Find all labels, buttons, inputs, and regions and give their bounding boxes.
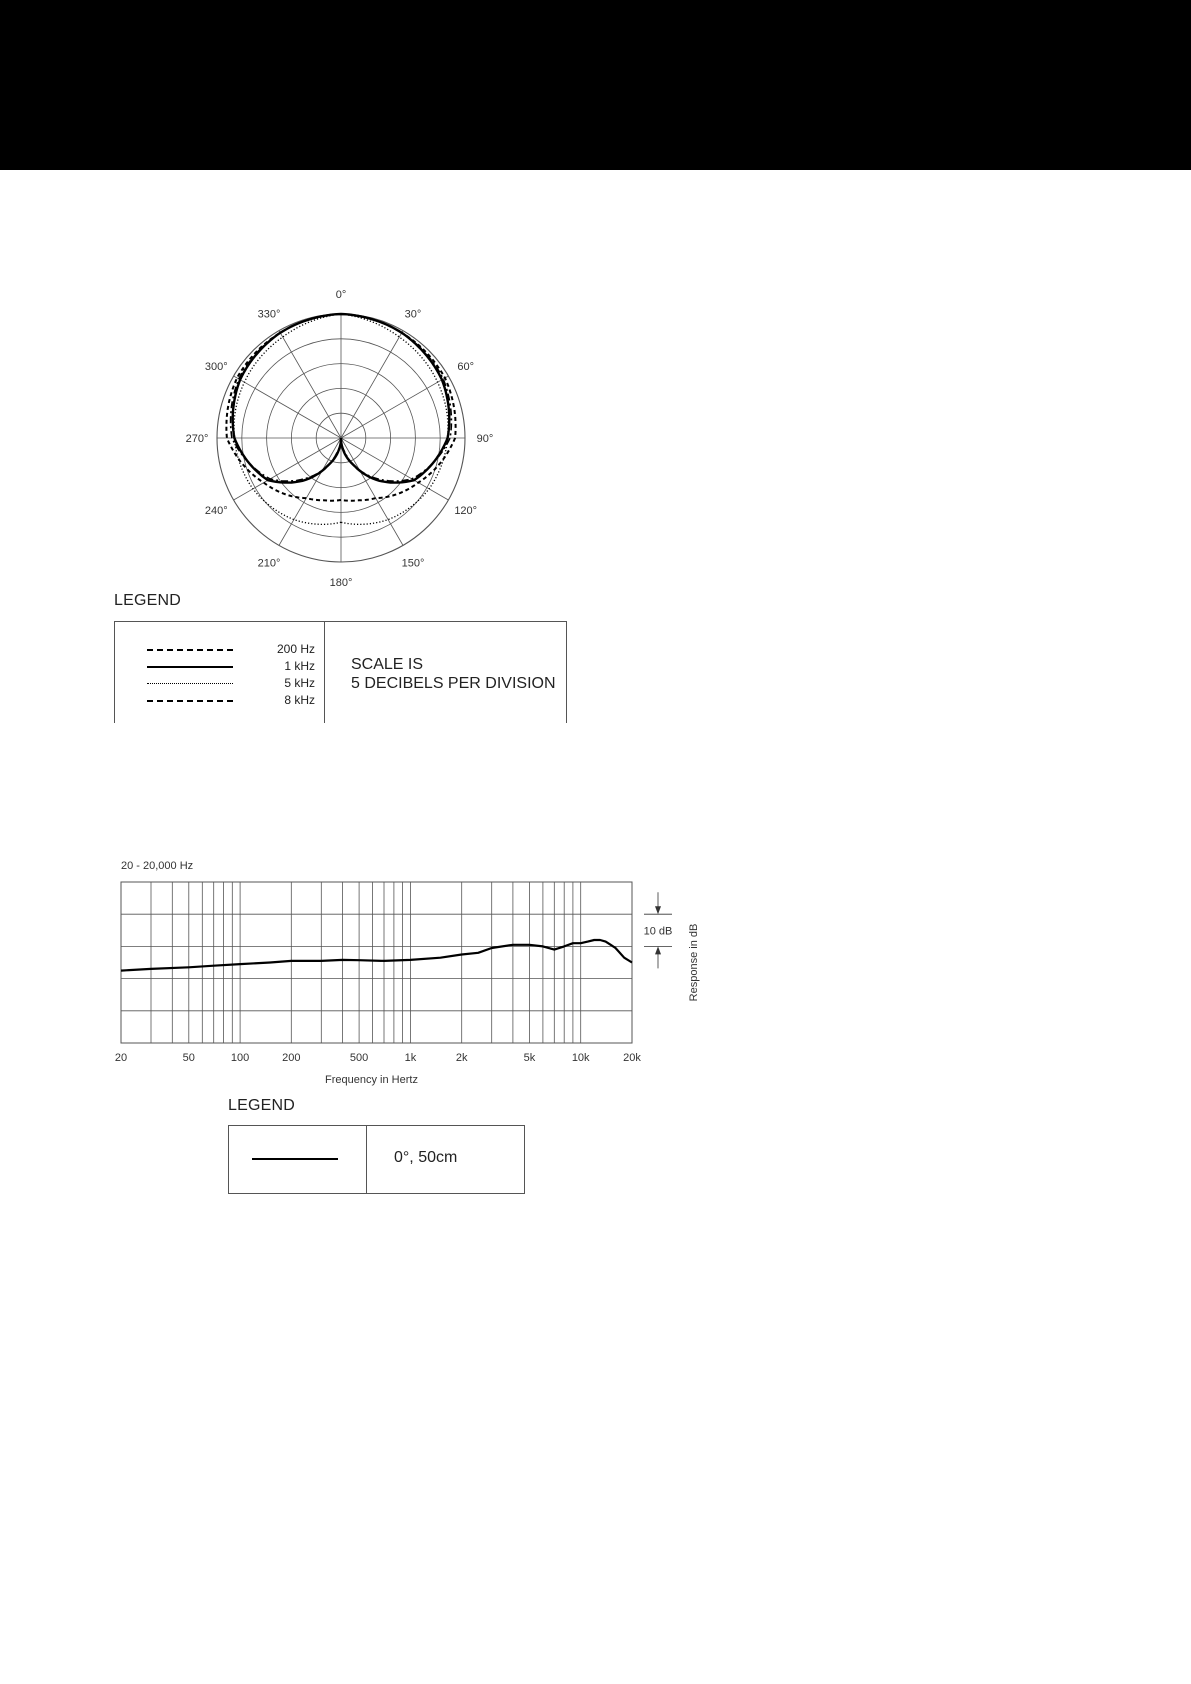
polar-angle-label: 120° xyxy=(454,505,478,517)
legend-row xyxy=(115,675,315,692)
polar-grid-spoke xyxy=(341,331,403,438)
fr-x-tick-label: 500 xyxy=(349,1052,369,1064)
polar-angle-label: 180° xyxy=(329,577,353,589)
polar-angle-label: 210° xyxy=(257,557,281,570)
fr-x-tick-label: 20 xyxy=(114,1052,128,1064)
fr-x-tick-label: 100 xyxy=(230,1052,250,1064)
scale-marker-arrowhead-top xyxy=(655,906,661,914)
legend-series-label: 8 kHz xyxy=(284,693,315,707)
legend-row xyxy=(115,641,315,658)
polar-angle-label: 30° xyxy=(404,308,422,321)
legend-row xyxy=(115,692,315,709)
fr-title: 20 - 20,000 Hz xyxy=(121,860,194,872)
legend-series-label: 1 kHz xyxy=(284,659,315,673)
scale-note-line: SCALE IS xyxy=(351,656,424,673)
legend-line-sample xyxy=(252,1158,338,1160)
fr-x-tick-label: 10k xyxy=(571,1052,590,1064)
legend-line-sample xyxy=(147,649,233,651)
fr-x-tick-label: 50 xyxy=(182,1052,195,1064)
polar-grid-spoke xyxy=(279,438,341,545)
polar-angle-label: 90° xyxy=(476,433,494,445)
polar-grid-spoke xyxy=(341,376,448,438)
fr-x-tick-label: 20k xyxy=(623,1052,641,1064)
fr-legend-title: LEGEND xyxy=(228,1097,295,1114)
polar-angle-label: 150° xyxy=(401,557,425,570)
fr-series-line xyxy=(121,940,632,971)
polar-grid-spoke xyxy=(341,438,403,545)
scale-marker-label: 10 dB xyxy=(643,925,673,938)
legend-series-label: 5 kHz xyxy=(284,676,315,690)
legend-row xyxy=(115,658,315,675)
legend-line-sample xyxy=(147,666,233,668)
scale-note xyxy=(351,655,556,693)
legend-line-sample xyxy=(147,700,233,702)
legend-series-label: 0°, 50cm xyxy=(394,1149,458,1166)
polar-grid-spoke xyxy=(234,376,341,438)
polar-grid-spoke xyxy=(279,331,341,438)
scale-note-line: 5 DECIBELS PER DIVISION xyxy=(351,675,556,692)
fr-y-axis-label: Response in dB xyxy=(688,923,700,1002)
polar-angle-label: 0° xyxy=(335,289,347,301)
fr-x-tick-label: 200 xyxy=(282,1052,301,1064)
polar-angle-label: 330° xyxy=(257,308,281,321)
polar-angle-label: 60° xyxy=(457,361,475,373)
polar-angle-label: 240° xyxy=(204,505,228,517)
legend-divider xyxy=(366,1126,367,1193)
legend-series-label: 200 Hz xyxy=(276,642,315,656)
fr-legend xyxy=(228,1125,525,1194)
fr-x-axis-label: Frequency in Hertz xyxy=(325,1074,418,1086)
polar-angle-label: 300° xyxy=(204,361,228,373)
polar-legend xyxy=(114,621,567,723)
fr-plot-frame xyxy=(121,882,632,1043)
scale-marker-arrowhead-bottom xyxy=(655,946,661,954)
polar-legend-title: LEGEND xyxy=(114,592,181,609)
fr-x-tick-label: 5k xyxy=(523,1052,536,1064)
legend-divider xyxy=(324,622,325,723)
polar-angle-label: 270° xyxy=(185,433,209,445)
fr-x-tick-label: 2k xyxy=(455,1052,468,1064)
legend-line-sample xyxy=(147,683,233,684)
fr-x-tick-label: 1k xyxy=(404,1052,417,1064)
polar-pattern-chart xyxy=(0,0,1191,620)
frequency-response-chart xyxy=(0,840,1191,1100)
